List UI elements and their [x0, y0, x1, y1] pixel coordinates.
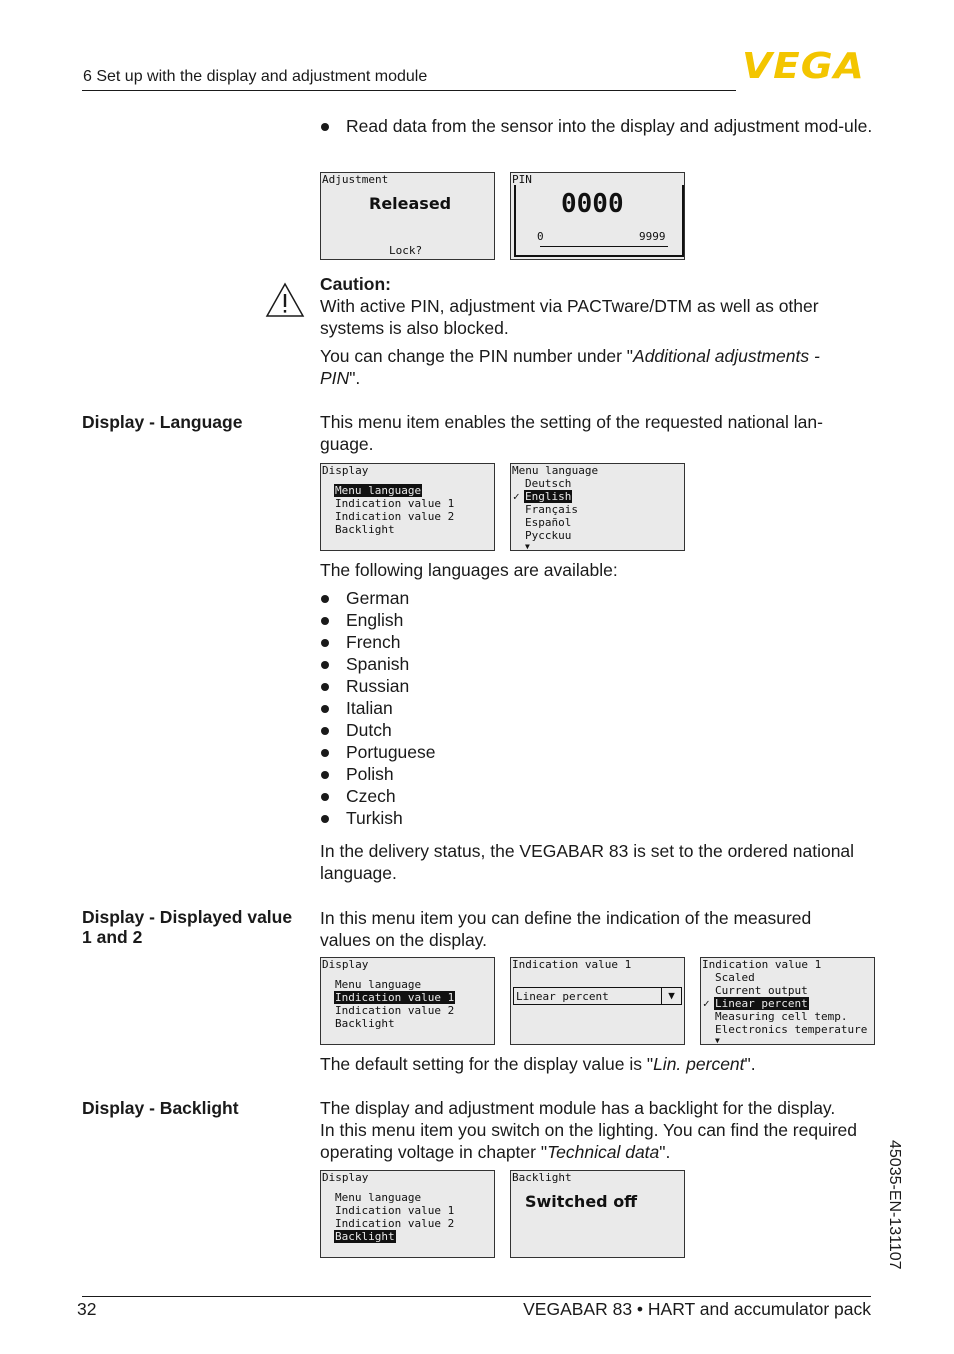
heading-line-2: 1 and 2 [82, 927, 143, 947]
header-rule [82, 90, 736, 91]
lcd-display-menu-value [320, 957, 495, 1045]
lcd-item-selected: Indication value 1 [335, 991, 455, 1004]
lcd-menu-language [510, 463, 685, 551]
backlight-text [320, 1097, 872, 1163]
lcd-item: Menu language [335, 978, 422, 991]
caution-block [320, 273, 860, 389]
list-item: Czech [320, 785, 436, 807]
lcd-item: Indication value 2 [335, 1217, 455, 1230]
default-post: ". [744, 1054, 756, 1074]
lcd-item: Indication value 2 [335, 1004, 455, 1017]
lcd-item: Indication value 1 [335, 1204, 455, 1217]
lcd-item: Measuring cell temp. [715, 1010, 848, 1023]
lcd-title: Adjustment [322, 173, 389, 186]
list-item: Italian [320, 697, 436, 719]
caution-heading: Caution: [320, 274, 391, 294]
displayed-value-text: In this menu item you can define the indication of the measured values on the display. [320, 908, 812, 950]
list-item: Russian [320, 675, 436, 697]
lcd-indication-list [700, 957, 875, 1045]
running-header: 6 Set up with the display and adjustment module [83, 68, 428, 85]
lcd-item: Menu language [335, 1191, 422, 1204]
default-setting-text [320, 1053, 756, 1075]
section-heading-backlight: Display - Backlight [82, 1098, 239, 1118]
lcd-title: Indication value 1 [512, 958, 632, 971]
list-item: English [320, 609, 436, 631]
lcd-backlight-state [510, 1170, 685, 1258]
backlight-text-em: Technical data [547, 1142, 660, 1162]
lcd-dropdown [513, 987, 682, 1005]
lcd-prompt: Lock? [389, 244, 423, 257]
lcd-title: Backlight [512, 1171, 572, 1184]
pin-value: 0000 [561, 189, 624, 219]
lcd-item-selected: Menu language [335, 484, 422, 497]
lcd-title: Indication value 1 [702, 958, 822, 971]
document-code: 45035-EN-131107 [886, 1140, 903, 1270]
lcd-item: Backlight [335, 523, 395, 536]
language-text: This menu item enables the setting of the requested national lan-guage. [320, 412, 823, 454]
lcd-title: Display [322, 464, 369, 477]
scroll-down-icon: ▼ [715, 1036, 720, 1045]
caution-text2-pre: You can change the PIN number under " [320, 346, 634, 366]
vega-logo [742, 46, 872, 87]
list-item: Spanish [320, 653, 436, 675]
backlight-text-2-main: In this menu item you switch on the lighting. You can find the required operating voltage in chapter " [320, 1120, 857, 1162]
lcd-item: Backlight [335, 1017, 395, 1030]
logo-text: VEGA [742, 46, 865, 87]
lcd-item: Pycckuu [525, 529, 572, 542]
footer-doc-title: VEGABAR 83 • HART and accumulator pack [523, 1299, 871, 1319]
scroll-down-icon: ▼ [525, 542, 530, 551]
lcd-item-selected: English [525, 490, 572, 503]
list-item: Dutch [320, 719, 436, 741]
lcd-display-menu-backlight [320, 1170, 495, 1258]
lcd-item: Current output [715, 984, 808, 997]
lcd-title: Display [322, 1171, 369, 1184]
lcd-value: Switched off [525, 1192, 638, 1211]
lcd-title: Menu language [512, 464, 599, 477]
language-list [320, 587, 436, 829]
checkmark-icon: ✓ [703, 997, 710, 1010]
lcd-adjustment [320, 172, 495, 260]
pin-scale [540, 246, 668, 247]
checkmark-icon: ✓ [513, 490, 520, 503]
lcd-dropdown-value: Linear percent [516, 990, 609, 1003]
lcd-item: Deutsch [525, 477, 572, 490]
list-item: Turkish [320, 807, 436, 829]
available-intro: The following languages are available: [320, 560, 618, 580]
backlight-text-post: ". [659, 1142, 671, 1162]
section-heading-language: Display - Language [82, 412, 243, 432]
lcd-item: Electronics temperature [715, 1023, 868, 1036]
pin-min: 0 [537, 230, 544, 243]
caution-text: With active PIN, adjustment via PACTware/DTM as well as other systems is also blocked. [320, 296, 819, 338]
default-em: Lin. percent [653, 1054, 745, 1074]
caution-text2-post: ". [349, 368, 361, 388]
caution-text2 [320, 345, 860, 389]
page-number: 32 [77, 1299, 97, 1319]
lcd-item-selected: Linear percent [715, 997, 808, 1010]
lcd-item-selected: Backlight [335, 1230, 395, 1243]
lcd-item: Français [525, 503, 578, 516]
lcd-indication-select [510, 957, 685, 1045]
intro-bullet [320, 115, 886, 137]
lcd-display-menu-language [320, 463, 495, 551]
lcd-pin [510, 172, 685, 260]
default-pre: The default setting for the display value is " [320, 1054, 654, 1074]
chevron-down-icon: ▼ [661, 988, 681, 1004]
list-item: Portuguese [320, 741, 436, 763]
section-heading-displayed-value [82, 907, 292, 947]
delivery-text: In the delivery status, the VEGABAR 83 is set to the ordered national language. [320, 841, 855, 883]
list-item: Polish [320, 763, 436, 785]
heading-line-1: Display - Displayed value [82, 907, 293, 927]
footer-rule [82, 1296, 871, 1297]
list-item: French [320, 631, 436, 653]
lcd-item: Español [525, 516, 572, 529]
lcd-title: PIN [512, 173, 532, 186]
lcd-item: Scaled [715, 971, 755, 984]
pin-max: 9999 [639, 230, 666, 243]
warning-triangle-icon [265, 282, 305, 318]
list-item: German [320, 587, 436, 609]
lcd-value: Released [369, 194, 452, 213]
lcd-title: Display [322, 958, 369, 971]
lcd-item: Indication value 2 [335, 510, 455, 523]
backlight-text-1: The display and adjustment module has a backlight for the display. [320, 1098, 836, 1118]
caution-text2-em: Additional adjustments - PIN [320, 346, 820, 388]
intro-bullet-text: Read data from the sensor into the display and adjustment mod-ule. [346, 116, 873, 136]
backlight-text-2 [320, 1119, 872, 1163]
lcd-item: Indication value 1 [335, 497, 455, 510]
